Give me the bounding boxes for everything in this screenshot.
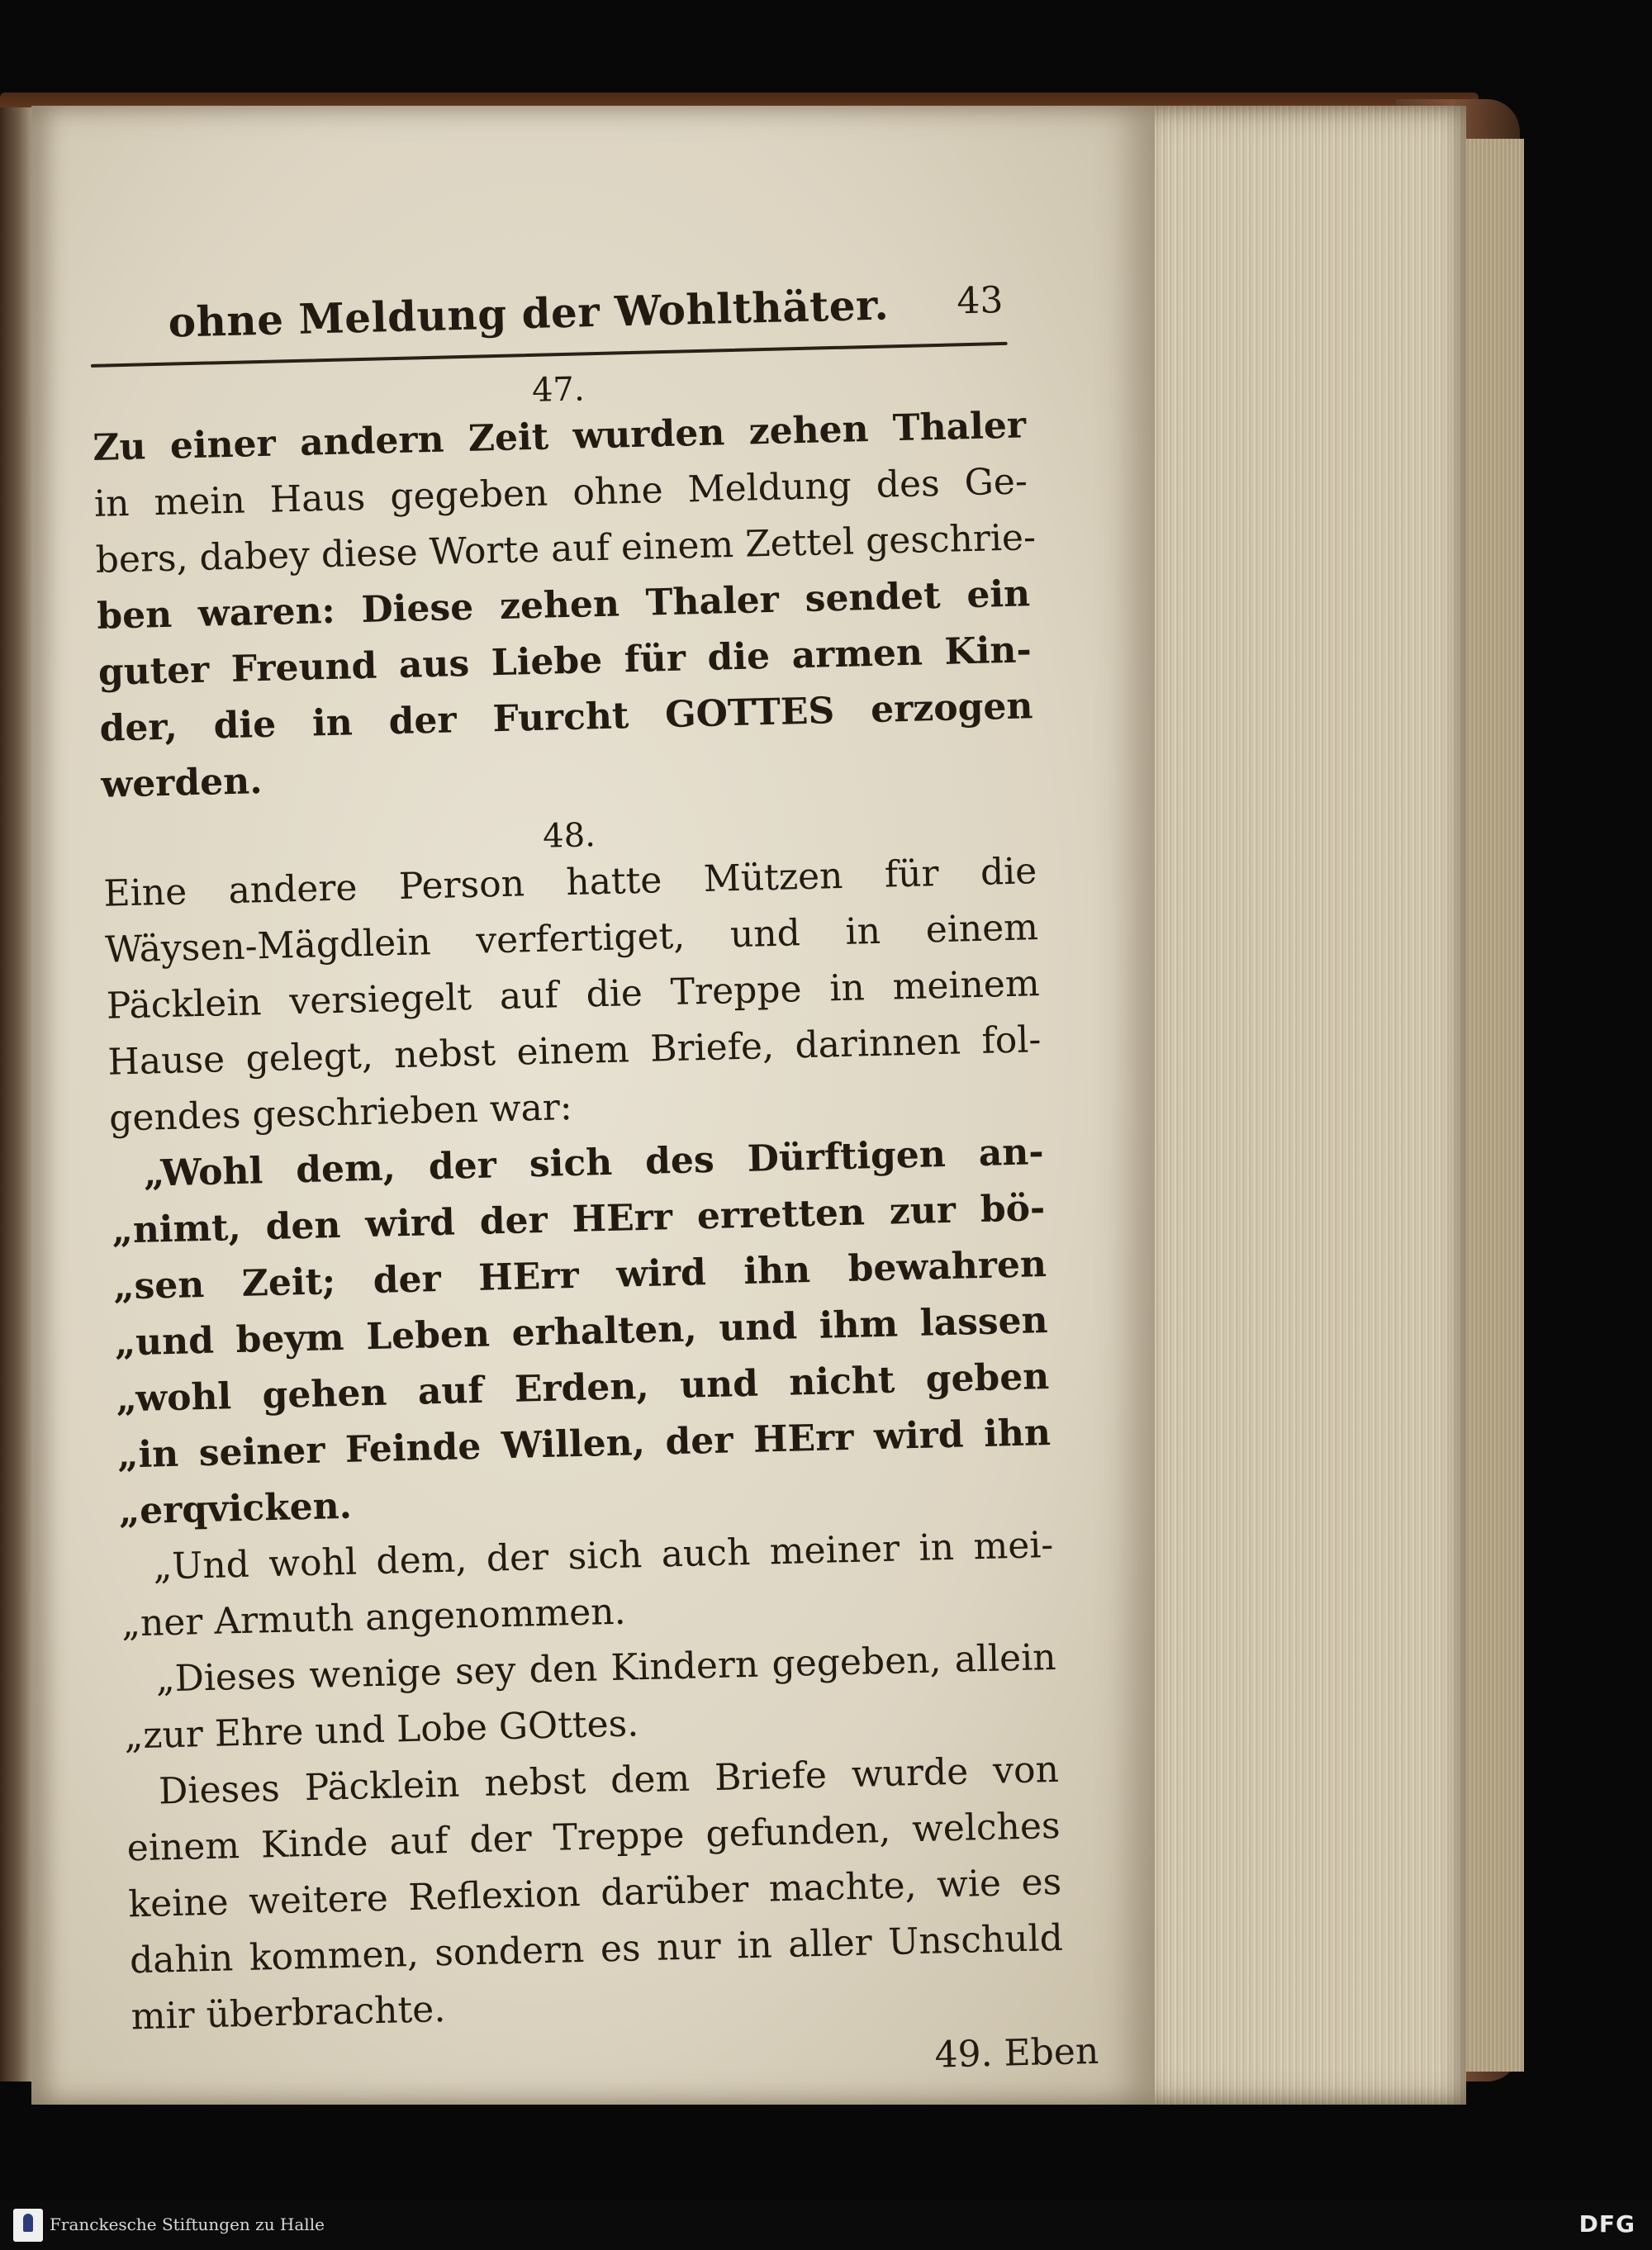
institution-name: Franckesche Stiftungen zu Halle — [50, 2214, 325, 2234]
text-line: in mein Haus gegeben ohne Meldung des Ge- — [93, 460, 1028, 525]
text-line: „Wohl dem, der sich des Dürftigen an- — [143, 1131, 1045, 1195]
text-line: werden. — [100, 760, 263, 806]
text-line: Eine andere Person hatte Mützen für die — [102, 850, 1037, 915]
text-line: „sen Zeit; der HErr wird ihn bewahren — [112, 1243, 1047, 1308]
page-block-edges — [1119, 106, 1466, 2105]
book-page — [31, 106, 1155, 2105]
text-line: Zu einer andern Zeit wurden zehen Thaler — [92, 404, 1027, 469]
institution-logo-icon — [13, 2209, 43, 2242]
page-number: 43 — [956, 278, 1004, 323]
text-line: Dieses Päcklein nebst dem Briefe wurde von — [158, 1748, 1060, 1813]
text-line: „nimt, den wird der HErr erretten zur bö- — [111, 1187, 1046, 1252]
text-line: einem Kinde auf der Treppe gefunden, welches — [126, 1804, 1061, 1870]
text-line: bers, dabey diese Worte auf einem Zettel geschrie- — [95, 516, 1037, 581]
text-line: guter Freund aus Liebe für die armen Kin- — [97, 629, 1032, 694]
text-line: „Dieses wenige sey den Kindern gegeben, allein — [155, 1635, 1057, 1701]
entry-number-47: 47. — [531, 370, 586, 410]
text-line: ben waren: Diese zehen Thaler sendet ein — [96, 572, 1031, 638]
text-line: gendes geschrieben war: — [108, 1086, 573, 1140]
text-line: „ner Armuth angenommen. — [121, 1590, 627, 1645]
text-line: mir überbrachte. — [131, 1988, 446, 2039]
viewer-footer — [0, 2200, 1652, 2250]
page-text-block — [89, 276, 1099, 2096]
text-line: Wäysen-Mägdlein verfertiget, und in einem — [104, 906, 1039, 971]
text-line: „erqvicken. — [118, 1484, 353, 1533]
text-line: Hause gelegt, nebst einem Briefe, darinnen fol- — [107, 1018, 1042, 1084]
text-line: „Und wohl dem, der sich auch meiner in mei- — [152, 1523, 1054, 1588]
dfg-logo: DFG — [1578, 2210, 1635, 2238]
facing-page-edge — [0, 107, 33, 2081]
entry-number-48: 48. — [542, 816, 596, 856]
catchword: 49. Eben — [933, 2029, 1099, 2077]
text-line: der, die in der Furcht GOTTES erzogen — [99, 685, 1033, 750]
text-line: „zur Ehre und Lobe GOttes. — [123, 1702, 639, 1758]
text-line: Päcklein versiegelt auf die Treppe in meinem — [106, 962, 1041, 1028]
text-line: keine weitere Reflexion darüber machte, wie es — [127, 1860, 1062, 1926]
running-head-title: ohne Meldung der Wohlthäter. — [167, 280, 890, 347]
text-line: „wohl gehen auf Erden, und nicht geben — [115, 1355, 1050, 1421]
text-line: „in seiner Feinde Willen, der HErr wird ihn — [116, 1411, 1051, 1477]
text-line: dahin kommen, sondern es nur in aller Unschuld — [129, 1916, 1064, 1982]
text-line: „und beym Leben erhalten, und ihm lassen — [114, 1299, 1049, 1365]
